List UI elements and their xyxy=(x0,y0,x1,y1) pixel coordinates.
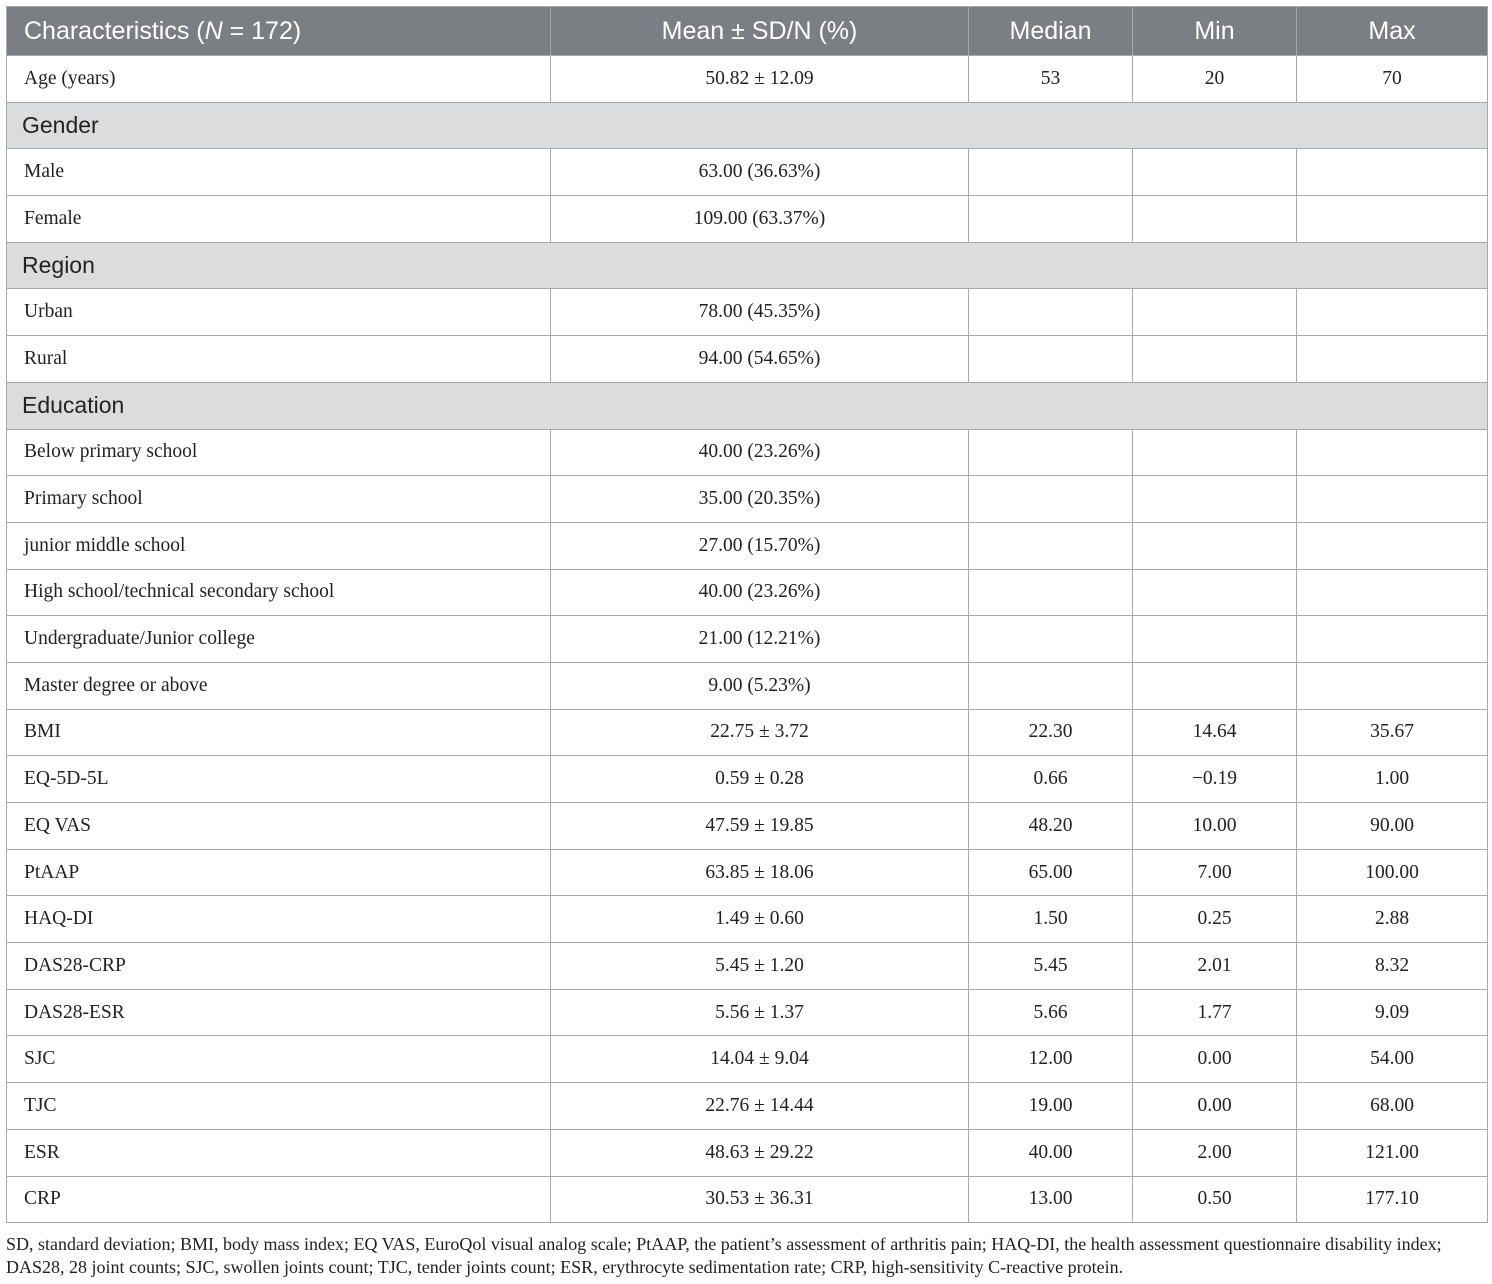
table-row xyxy=(7,709,1488,756)
cell-min: 14.64 xyxy=(1133,709,1297,756)
header-min: Min xyxy=(1133,7,1297,56)
cell-max xyxy=(1297,289,1488,336)
section-label: Education xyxy=(7,382,1488,429)
cell-median xyxy=(969,149,1133,196)
row-label: High school/technical secondary school xyxy=(7,569,551,616)
row-label: HAQ-DI xyxy=(7,896,551,943)
table-row xyxy=(7,1129,1488,1176)
cell-min: 0.00 xyxy=(1133,1036,1297,1083)
table-row xyxy=(7,289,1488,336)
cell-min xyxy=(1133,662,1297,709)
cell-mean-sd: 47.59 ± 19.85 xyxy=(551,803,969,850)
cell-mean-sd: 50.82 ± 12.09 xyxy=(551,56,969,103)
cell-min xyxy=(1133,522,1297,569)
table-row xyxy=(7,943,1488,990)
cell-mean-sd: 9.00 (5.23%) xyxy=(551,662,969,709)
cell-median: 19.00 xyxy=(969,1083,1133,1130)
cell-mean-sd: 14.04 ± 9.04 xyxy=(551,1036,969,1083)
table-row xyxy=(7,1176,1488,1223)
table-row xyxy=(7,336,1488,383)
cell-median xyxy=(969,616,1133,663)
cell-min xyxy=(1133,476,1297,523)
row-label: Age (years) xyxy=(7,56,551,103)
table-footnote: SD, standard deviation; BMI, body mass index; EQ VAS, EuroQol visual analog scale; PtAAP, the patient’s assessment of arthritis pain; HAQ-DI, the health assessment questionnaire disability index; DAS28, 28 joint counts; SJC, swollen joints count; TJC, tender joints count; ESR, erythrocyte sedimentation rate; CRP, high-sensitivity C-reactive protein. xyxy=(6,1234,1442,1277)
cell-mean-sd: 22.76 ± 14.44 xyxy=(551,1083,969,1130)
cell-mean-sd: 0.59 ± 0.28 xyxy=(551,756,969,803)
row-label: CRP xyxy=(7,1176,551,1223)
cell-median xyxy=(969,336,1133,383)
row-label: ESR xyxy=(7,1129,551,1176)
cell-max: 8.32 xyxy=(1297,943,1488,990)
table-row xyxy=(7,849,1488,896)
table-row xyxy=(7,616,1488,663)
cell-median: 13.00 xyxy=(969,1176,1133,1223)
cell-mean-sd: 27.00 (15.70%) xyxy=(551,522,969,569)
cell-min: 10.00 xyxy=(1133,803,1297,850)
cell-max: 68.00 xyxy=(1297,1083,1488,1130)
cell-median: 48.20 xyxy=(969,803,1133,850)
cell-median xyxy=(969,196,1133,243)
cell-mean-sd: 22.75 ± 3.72 xyxy=(551,709,969,756)
header-characteristics xyxy=(7,7,551,56)
table-header-row xyxy=(7,7,1488,56)
cell-median: 40.00 xyxy=(969,1129,1133,1176)
cell-max xyxy=(1297,196,1488,243)
cell-median: 12.00 xyxy=(969,1036,1133,1083)
row-label: SJC xyxy=(7,1036,551,1083)
section-header-row xyxy=(7,102,1488,149)
table-row xyxy=(7,196,1488,243)
cell-mean-sd: 94.00 (54.65%) xyxy=(551,336,969,383)
cell-min: 20 xyxy=(1133,56,1297,103)
cell-mean-sd: 63.85 ± 18.06 xyxy=(551,849,969,896)
characteristics-table xyxy=(6,6,1488,1223)
row-label: PtAAP xyxy=(7,849,551,896)
cell-median xyxy=(969,289,1133,336)
cell-min xyxy=(1133,149,1297,196)
characteristics-table-container xyxy=(6,6,1487,1223)
section-label: Gender xyxy=(7,102,1488,149)
cell-max xyxy=(1297,476,1488,523)
header-mean-sd: Mean ± SD/N (%) xyxy=(551,7,969,56)
table-row xyxy=(7,522,1488,569)
cell-max: 90.00 xyxy=(1297,803,1488,850)
row-label: Urban xyxy=(7,289,551,336)
row-label: Primary school xyxy=(7,476,551,523)
cell-median: 0.66 xyxy=(969,756,1133,803)
cell-mean-sd: 63.00 (36.63%) xyxy=(551,149,969,196)
row-label: EQ-5D-5L xyxy=(7,756,551,803)
row-label: DAS28-ESR xyxy=(7,989,551,1036)
cell-max: 70 xyxy=(1297,56,1488,103)
cell-min: 2.00 xyxy=(1133,1129,1297,1176)
table-row xyxy=(7,756,1488,803)
section-label: Region xyxy=(7,242,1488,289)
cell-mean-sd: 30.53 ± 36.31 xyxy=(551,1176,969,1223)
cell-min: 0.50 xyxy=(1133,1176,1297,1223)
table-row xyxy=(7,989,1488,1036)
cell-max xyxy=(1297,662,1488,709)
cell-mean-sd: 109.00 (63.37%) xyxy=(551,196,969,243)
table-row xyxy=(7,56,1488,103)
cell-median: 65.00 xyxy=(969,849,1133,896)
table-row xyxy=(7,569,1488,616)
row-label: TJC xyxy=(7,1083,551,1130)
cell-min xyxy=(1133,569,1297,616)
table-row xyxy=(7,476,1488,523)
cell-max: 54.00 xyxy=(1297,1036,1488,1083)
row-label: Master degree or above xyxy=(7,662,551,709)
cell-median: 53 xyxy=(969,56,1133,103)
cell-min xyxy=(1133,289,1297,336)
cell-max: 35.67 xyxy=(1297,709,1488,756)
cell-mean-sd: 40.00 (23.26%) xyxy=(551,569,969,616)
row-label: Rural xyxy=(7,336,551,383)
cell-median: 5.45 xyxy=(969,943,1133,990)
cell-mean-sd: 5.56 ± 1.37 xyxy=(551,989,969,1036)
header-n-value: = 172) xyxy=(222,16,302,45)
table-row xyxy=(7,896,1488,943)
cell-median: 22.30 xyxy=(969,709,1133,756)
section-header-row xyxy=(7,382,1488,429)
table-row xyxy=(7,1083,1488,1130)
cell-mean-sd: 5.45 ± 1.20 xyxy=(551,943,969,990)
cell-min xyxy=(1133,616,1297,663)
cell-median xyxy=(969,569,1133,616)
cell-max: 2.88 xyxy=(1297,896,1488,943)
cell-max: 177.10 xyxy=(1297,1176,1488,1223)
header-characteristics-text: Characteristics ( xyxy=(24,16,205,45)
cell-mean-sd: 1.49 ± 0.60 xyxy=(551,896,969,943)
cell-min xyxy=(1133,429,1297,476)
cell-median: 1.50 xyxy=(969,896,1133,943)
cell-median xyxy=(969,476,1133,523)
cell-mean-sd: 48.63 ± 29.22 xyxy=(551,1129,969,1176)
cell-mean-sd: 40.00 (23.26%) xyxy=(551,429,969,476)
cell-median xyxy=(969,522,1133,569)
cell-max xyxy=(1297,429,1488,476)
cell-min: 1.77 xyxy=(1133,989,1297,1036)
table-row xyxy=(7,803,1488,850)
cell-max: 1.00 xyxy=(1297,756,1488,803)
cell-median xyxy=(969,429,1133,476)
table-row xyxy=(7,429,1488,476)
row-label: DAS28-CRP xyxy=(7,943,551,990)
cell-max: 9.09 xyxy=(1297,989,1488,1036)
row-label: EQ VAS xyxy=(7,803,551,850)
cell-max xyxy=(1297,522,1488,569)
row-label: junior middle school xyxy=(7,522,551,569)
row-label: Below primary school xyxy=(7,429,551,476)
cell-max: 100.00 xyxy=(1297,849,1488,896)
row-label: BMI xyxy=(7,709,551,756)
cell-max xyxy=(1297,149,1488,196)
header-median: Median xyxy=(969,7,1133,56)
cell-max xyxy=(1297,569,1488,616)
cell-median xyxy=(969,662,1133,709)
table-row xyxy=(7,1036,1488,1083)
cell-min xyxy=(1133,196,1297,243)
row-label: Male xyxy=(7,149,551,196)
cell-min: 0.00 xyxy=(1133,1083,1297,1130)
section-header-row xyxy=(7,242,1488,289)
cell-median: 5.66 xyxy=(969,989,1133,1036)
table-row xyxy=(7,149,1488,196)
cell-mean-sd: 35.00 (20.35%) xyxy=(551,476,969,523)
table-row xyxy=(7,662,1488,709)
cell-mean-sd: 78.00 (45.35%) xyxy=(551,289,969,336)
row-label: Female xyxy=(7,196,551,243)
cell-min: 7.00 xyxy=(1133,849,1297,896)
header-max: Max xyxy=(1297,7,1488,56)
table-body xyxy=(7,56,1488,1223)
header-n-symbol: N xyxy=(204,16,223,45)
row-label: Undergraduate/Junior college xyxy=(7,616,551,663)
cell-min: −0.19 xyxy=(1133,756,1297,803)
cell-max: 121.00 xyxy=(1297,1129,1488,1176)
cell-mean-sd: 21.00 (12.21%) xyxy=(551,616,969,663)
cell-min: 2.01 xyxy=(1133,943,1297,990)
cell-min xyxy=(1133,336,1297,383)
cell-min: 0.25 xyxy=(1133,896,1297,943)
cell-max xyxy=(1297,336,1488,383)
cell-max xyxy=(1297,616,1488,663)
